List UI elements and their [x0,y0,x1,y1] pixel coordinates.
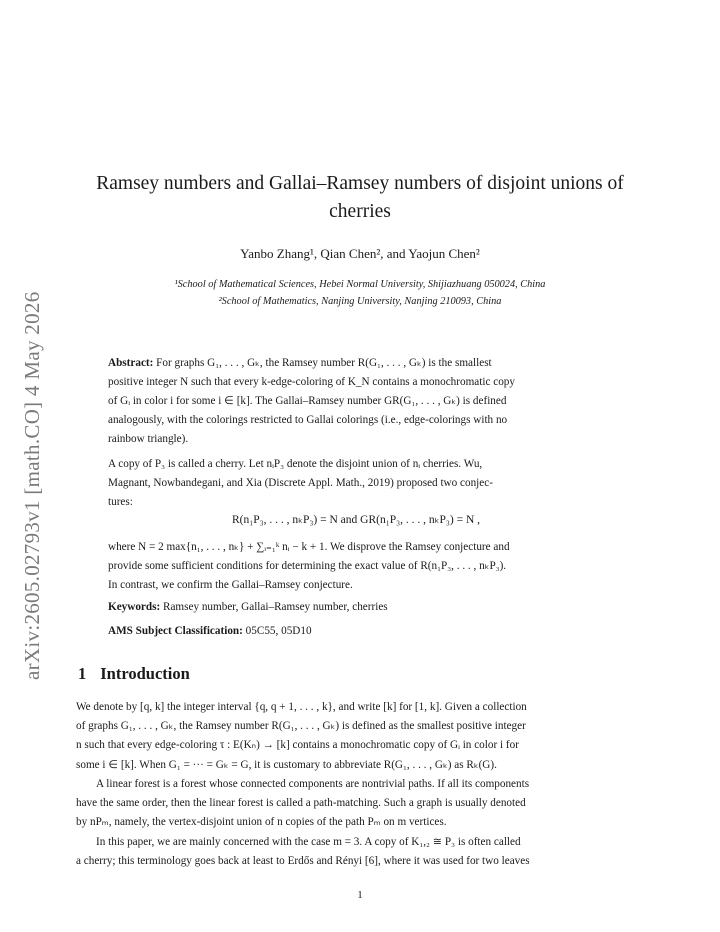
text-line: some i ∈ [k]. When G₁ = ··· = Gₖ = G, it is customary to abbreviate R(G₁, . . . , Gₖ) as Rₖ(G). [76,758,497,771]
affiliation-1: ¹School of Mathematical Sciences, Hebei Normal University, Shijiazhuang 050024, China [174,279,546,290]
text-line: rainbow triangle). [108,433,189,445]
text-line: A copy of P₃ is called a cherry. Let nᵢP₃ denote the disjoint union of nᵢ cherries. Wu, [108,458,483,470]
title-line: cherries [329,201,391,222]
text-line: In contrast, we confirm the Gallai–Ramsey conjecture. [108,579,353,591]
page-number: 1 [357,889,363,901]
text-line: positive integer N such that every k-edge-coloring of K_N contains a monochromatic copy [108,376,515,388]
text-line: analogously, with the colorings restricted to Gallai colorings (i.e., edge-colorings with no [108,414,508,426]
section-title: Introduction [100,664,190,683]
intro-paragraph-1 [76,698,636,775]
text-line: A linear forest is a forest whose connected components are nontrivial paths. If all its components [96,778,530,790]
intro-paragraph-3 [76,833,636,871]
intro-paragraph-2 [76,775,636,833]
ams-classification: AMS Subject Classification: 05C55, 05D10 [108,625,312,637]
text-line: n such that every edge-coloring τ : E(Kₙ) → [k] contains a monochromatic copy of Gᵢ in color i for [76,739,519,752]
text-line: a cherry; this terminology goes back at least to Erdős and Rényi [6], where it was used for two leaves [76,855,530,868]
section-number: 1 [78,664,87,683]
text-line: have the same order, then the linear forest is called a path-matching. Such a graph is usually denoted [76,797,526,810]
author-list: Yanbo Zhang¹, Qian Chen², and Yaojun Chen² [240,246,480,261]
display-equation: R(n₁P₃, . . . , nₖP₃) = N and GR(n₁P₃, . . . , nₖP₃) = N , [231,514,481,526]
text-line: provide some sufficient conditions for determining the exact value of R(n₁P₃, . . . , nₖP₃). [108,560,507,572]
text-line: by nPₘ, namely, the vertex-disjoint union of n copies of the path Pₘ on m vertices. [76,816,447,829]
text-line: tures: [108,496,133,508]
text-line: where N = 2 max{n₁, . . . , nₖ} + ∑ᵢ₌₁ᵏ nᵢ − k + 1. We disprove the Ramsey conjecture and [108,541,510,553]
abstract-label: Abstract: [108,357,154,369]
abstract-paragraph-3 [108,538,604,595]
abstract-paragraph-1: Abstract: For graphs G₁, . . . , Gₖ, the Ramsey number R(G₁, . . . , Gₖ) is the smallest positive integer N such that every k-edge-coloring of K_N contains a monochromatic copy of Gᵢ in color i for some i ∈ [k]. The Gallai–Ramsey number GR(G₁, . . . , Gₖ) is defined analogously, with the colorings restricted to Gallai colorings (i.e., edge-colorings with no rainbow triangle). [108,354,604,449]
affiliation-2: ²School of Mathematics, Nanjing University, Nanjing 210093, China [218,296,502,307]
ams-label: AMS Subject Classification: [108,625,243,637]
keywords: Keywords: Ramsey number, Gallai–Ramsey number, cherries [108,601,388,613]
arxiv-identifier: arXiv:2605.02793v1 [math.CO] 4 May 2026 [20,291,44,680]
text-line: of graphs G₁, . . . , Gₖ, the Ramsey number R(G₁, . . . , Gₖ) is defined as the smallest positive integer [76,720,526,733]
abstract-paragraph-2 [108,455,604,512]
keywords-label: Keywords: [108,601,161,613]
text-line: of Gᵢ in color i for some i ∈ [k]. The Gallai–Ramsey number GR(G₁, . . . , Gₖ) is defined [108,395,507,407]
paper-title [60,170,660,226]
text-line: In this paper, we are mainly concerned with the case m = 3. A copy of K₁,₂ ≅ P₃ is often called [96,836,521,848]
section-heading [78,664,190,684]
text-line: We denote by [q, k] the integer interval {q, q + 1, . . . , k}, and write [k] for [1, k]. Given a collection [76,701,527,713]
title-line: Ramsey numbers and Gallai–Ramsey numbers of disjoint unions of [96,173,624,194]
text-line: Magnant, Nowbandegani, and Xia (Discrete Appl. Math., 2019) proposed two conjec- [108,477,493,489]
